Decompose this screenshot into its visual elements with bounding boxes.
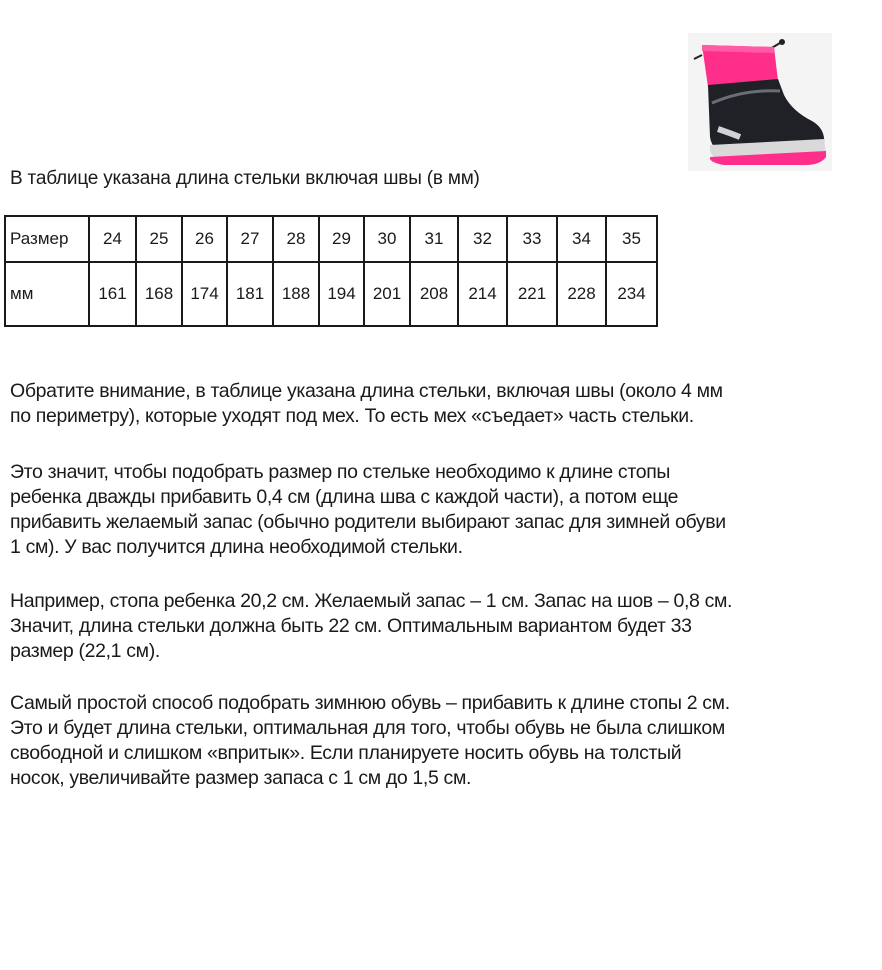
size-table	[4, 215, 658, 327]
mm-cell: 201	[364, 262, 410, 326]
boot-product-image	[688, 33, 832, 171]
text-line: свободной и слишком «впритык». Если планируете носить обувь на толстый	[10, 742, 682, 764]
mm-cell: 234	[606, 262, 657, 326]
mm-cell: 188	[273, 262, 319, 326]
text-line: Например, стопа ребенка 20,2 см. Желаемый запас – 1 см. Запас на шов – 0,8 см.	[10, 590, 733, 612]
table-row-sizes	[5, 216, 657, 262]
size-cell: 34	[557, 216, 606, 262]
text-line: носок, увеличивайте размер запаса с 1 см до 1,5 см.	[10, 767, 472, 789]
mm-cell: 181	[227, 262, 273, 326]
text-line: Самый простой способ подобрать зимнюю обувь – прибавить к длине стопы 2 см.	[10, 692, 730, 714]
mm-cell: 161	[89, 262, 136, 326]
size-cell: 27	[227, 216, 273, 262]
table-caption: В таблице указана длина стельки включая швы (в мм)	[10, 168, 480, 189]
size-cell: 30	[364, 216, 410, 262]
size-cell: 26	[182, 216, 227, 262]
paragraph-insole-note	[10, 379, 882, 429]
text-line: ребенка дважды прибавить 0,4 см (длина шва с каждой части), а потом еще	[10, 486, 679, 508]
text-line: Это значит, чтобы подобрать размер по стельке необходимо к длине стопы	[10, 461, 671, 483]
text-line: размер (22,1 см).	[10, 640, 160, 662]
size-cell: 35	[606, 216, 657, 262]
row-label-size: Размер	[5, 216, 89, 262]
paragraph-how-to-choose	[10, 460, 882, 560]
mm-cell: 174	[182, 262, 227, 326]
text-line: Обратите внимание, в таблице указана длина стельки, включая швы (около 4 мм	[10, 380, 723, 402]
mm-cell: 221	[507, 262, 557, 326]
size-cell: 24	[89, 216, 136, 262]
text-line: 1 см). У вас получится длина необходимой стельки.	[10, 536, 463, 558]
size-cell: 31	[410, 216, 458, 262]
size-cell: 32	[458, 216, 507, 262]
mm-cell: 194	[319, 262, 364, 326]
mm-cell: 214	[458, 262, 507, 326]
text-line: по периметру), которые уходят под мех. То есть мех «съедает» часть стельки.	[10, 405, 694, 427]
mm-cell: 228	[557, 262, 606, 326]
table-row-mm	[5, 262, 657, 326]
size-cell: 33	[507, 216, 557, 262]
paragraph-simple-method	[10, 691, 882, 791]
mm-cell: 168	[136, 262, 182, 326]
text-line: прибавить желаемый запас (обычно родители выбирают запас для зимней обуви	[10, 511, 726, 533]
size-cell: 29	[319, 216, 364, 262]
size-cell: 28	[273, 216, 319, 262]
row-label-mm: мм	[5, 262, 89, 326]
size-cell: 25	[136, 216, 182, 262]
mm-cell: 208	[410, 262, 458, 326]
text-line: Значит, длина стельки должна быть 22 см. Оптимальным вариантом будет 33	[10, 615, 692, 637]
paragraph-example	[10, 589, 882, 664]
text-line: Это и будет длина стельки, оптимальная для того, чтобы обувь не была слишком	[10, 717, 725, 739]
